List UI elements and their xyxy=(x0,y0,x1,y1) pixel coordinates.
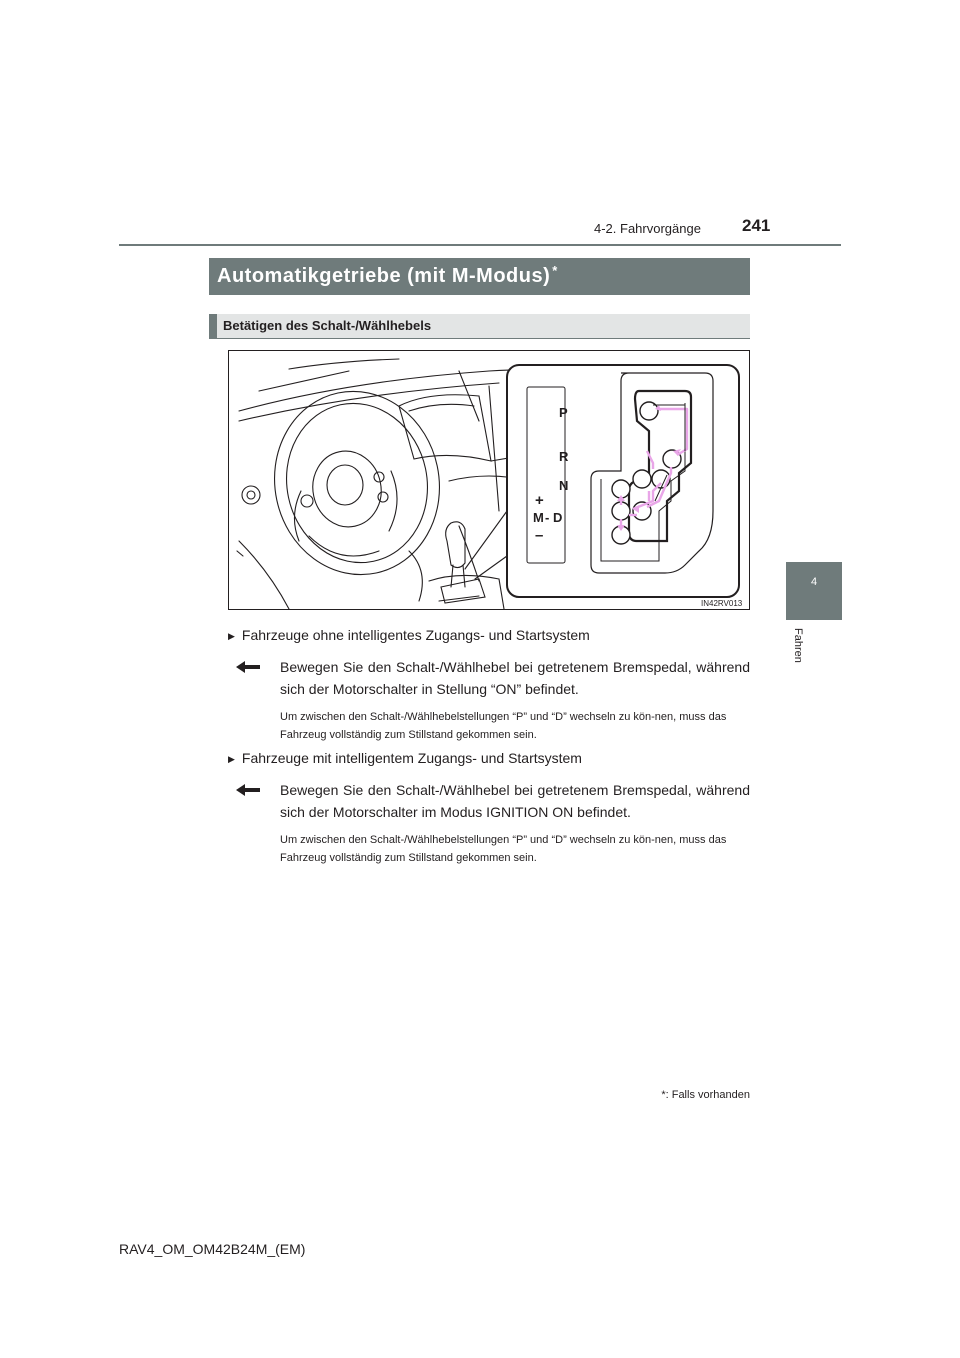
chapter-number: 4 xyxy=(810,576,818,588)
shift-lever-illustration xyxy=(228,350,750,610)
figure-code: IN42RV013 xyxy=(701,599,743,608)
item-heading: ▶ Fahrzeuge ohne intelligentes Zugangs- und Startsystem xyxy=(228,627,590,643)
subsection-accent xyxy=(209,314,217,339)
chapter-label: Fahren xyxy=(792,628,804,663)
chapter-tab[interactable] xyxy=(786,562,842,620)
gear-label-minus: – xyxy=(535,527,544,544)
footnote-asterisk: * xyxy=(661,1089,666,1101)
page-number: 241 xyxy=(742,216,771,235)
arrow-left-icon xyxy=(236,784,260,796)
gear-label-n: N xyxy=(559,478,569,493)
gear-label-r: R xyxy=(559,449,569,464)
triangle-right-icon: ▶ xyxy=(228,631,235,641)
triangle-right-icon: ▶ xyxy=(228,754,235,764)
gear-label-p: P xyxy=(559,405,568,420)
header-divider xyxy=(119,244,841,246)
section-title-text: Automatikgetriebe (mit M-Modus) xyxy=(217,265,551,287)
item-heading: ▶ Fahrzeuge mit intelligentem Zugangs- und Startsystem xyxy=(228,750,582,766)
arrow-left-icon xyxy=(236,661,260,673)
item-body: Bewegen Sie den Schalt-/Wählhebel bei getretenem Bremspedal, während sich der Motorschalter im Modus IGNITION ON befindet. xyxy=(280,782,750,820)
item-note: Um zwischen den Schalt-/Wählhebelstellungen “P” und “D” wechseln zu kön-nen, muss das Fahrzeug vollständig zum Stillstand gekommen sein. xyxy=(280,834,727,864)
footnote-text: : Falls vorhanden xyxy=(665,1089,750,1101)
subsection-title: Betätigen des Schalt-/Wählhebels xyxy=(223,318,432,333)
footnote xyxy=(661,1089,750,1101)
footnote-marker: * xyxy=(552,263,558,278)
illustration-svg xyxy=(229,351,750,610)
gear-label-plus: + xyxy=(535,492,544,509)
gear-label-d: D xyxy=(553,510,563,525)
section-title xyxy=(209,258,750,295)
item-body: Bewegen Sie den Schalt-/Wählhebel bei getretenem Bremspedal, während sich der Motorschalter in Stellung “ON” befindet. xyxy=(280,659,750,697)
gear-label-m: M xyxy=(533,510,544,525)
item-note: Um zwischen den Schalt-/Wählhebelstellungen “P” und “D” wechseln zu kön-nen, muss das Fahrzeug vollständig zum Stillstand gekommen sein. xyxy=(280,711,727,741)
document-id: RAV4_OM_OM42B24M_(EM) xyxy=(119,1241,306,1257)
svg-text:-: - xyxy=(545,510,550,525)
section-reference: 4-2. Fahrvorgänge xyxy=(594,221,701,236)
